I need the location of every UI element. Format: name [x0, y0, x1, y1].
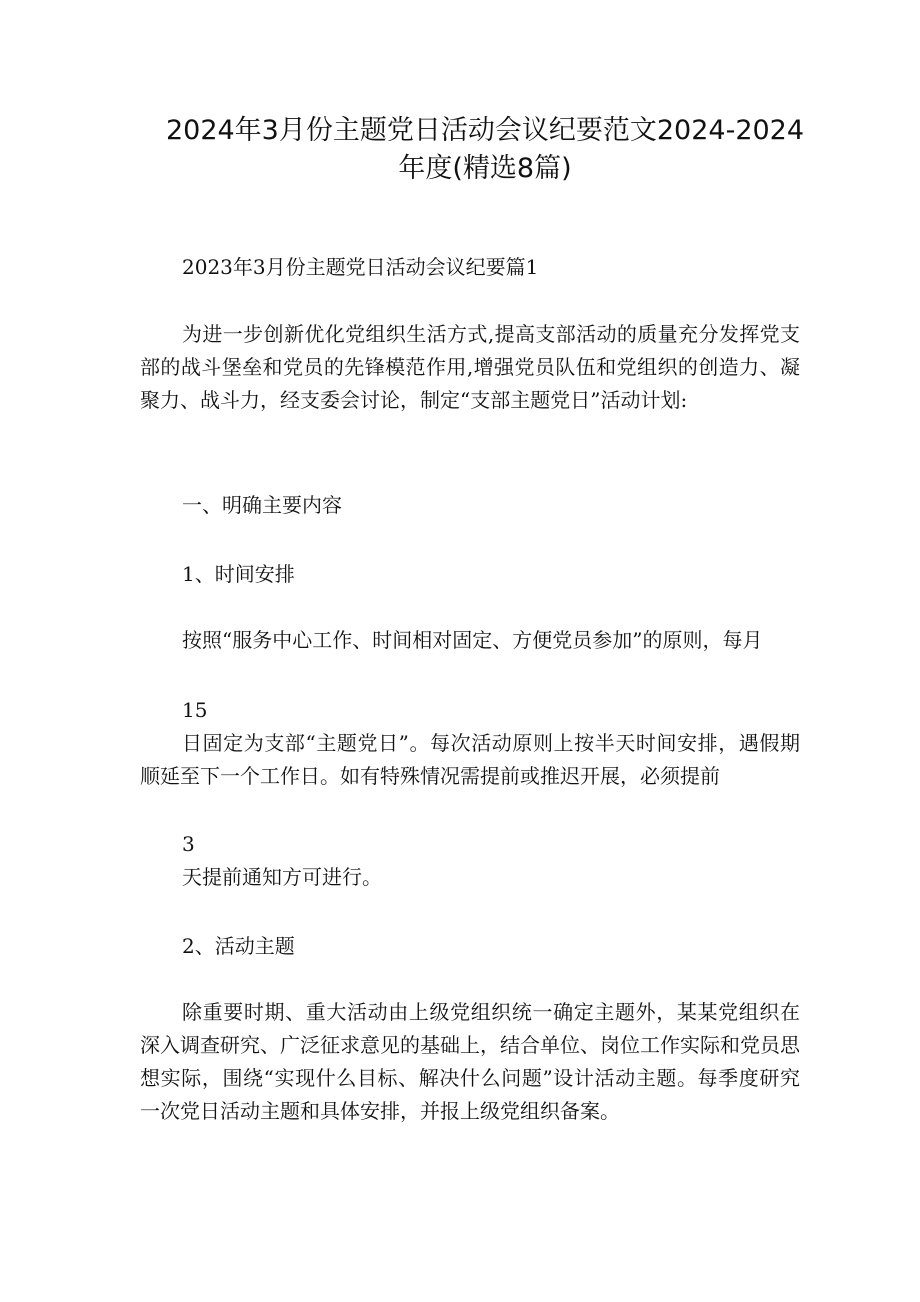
paragraph-intro: 为进一步创新优化党组织生活方式,提高支部活动的质量充分发挥党支部的战斗堡垒和党员的先锋模范作用,增强党员队伍和党组织的创造力、凝聚力、战斗力，经支委会讨论，制定“支部主题党日”活动计划: — [140, 322, 800, 412]
document-title-line-2: 年度(精选8篇) — [398, 153, 572, 184]
paragraph-theme: 除重要时期、重大活动由上级党组织统一确定主题外，某某党组织在深入调查研究、广泛征求意见的基础上，结合单位、岗位工作实际和党员思想实际，围绕“实现什么目标、解决什么问题”设计活动主题。每季度研究一次党日活动主题和具体安排，并报上级党组织备案。 — [140, 1000, 800, 1123]
section-heading-1: 一、明确主要内容 — [182, 493, 342, 517]
document-subtitle: 2023年3月份主题党日活动会议纪要篇1 — [182, 255, 539, 279]
paragraph-time-part-2: 日固定为支部“主题党日”。每次活动原则上按半天时间安排，遇假期顺延至下一个工作日。如有特殊情况需提前或推迟开展，必须提前 — [140, 731, 800, 788]
paragraph-time-number-3: 3 — [182, 832, 195, 856]
document-title-line-1: 2024年3月份主题党日活动会议纪要范文2024-2024 — [165, 115, 805, 146]
paragraph-time-number-15: 15 — [182, 698, 208, 722]
item-heading-theme: 2、活动主题 — [182, 934, 295, 958]
item-heading-time: 1、时间安排 — [182, 562, 295, 586]
paragraph-time-part-1: 按照“服务中心工作、时间相对固定、方便党员参加”的原则，每月 — [182, 628, 763, 652]
document-title — [140, 112, 830, 188]
paragraph-time-part-3: 天提前通知方可进行。 — [182, 865, 382, 889]
